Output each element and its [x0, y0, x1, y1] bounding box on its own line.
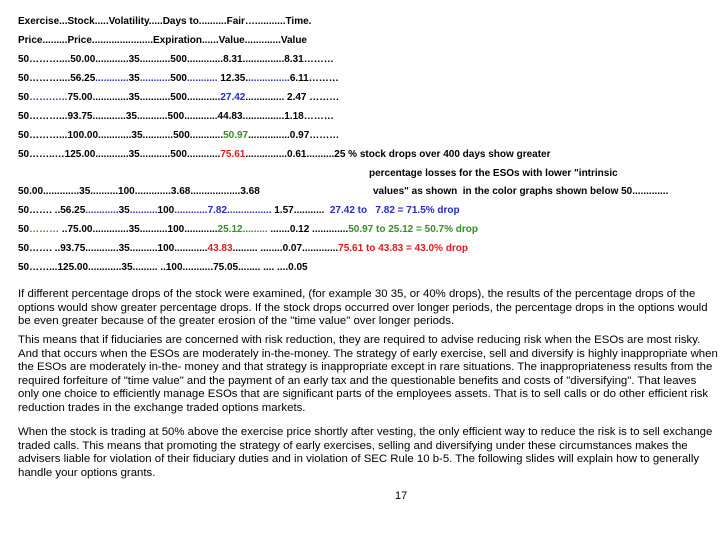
drop-row: 50……. ..56.25............35..........100............7.82................ 1.57........... 27.42 to 7.82 = 71.5% drop [18, 205, 460, 216]
note-line: percentage losses for the ESOs with lower "intrinsic [369, 168, 618, 179]
page-number: 17 [395, 490, 408, 502]
note-line: values" as shown in the color graphs shown below 50............. [373, 186, 669, 197]
paragraph: This means that if fiduciaries are concerned with risk reduction, they are required to advise reducing risk when the ESOs are most risky. And that occurs when the ESOs are moderately in-the-money. The strategy of early exercise, sell and diversify is highly inappropriate when the ESOs are moderately in-the- money and that strategy is inappropriate except in rare situations. The inappropriateness results from the required forfeiture of "time value" and the payment of an early tax and the questionable benefits and costs of "diversifying". That leaves only one choice to efficiently manage ESOs that are significant parts of the employees assets. That is to sell calls or do other efficient risk reduction trades in the exchange traded options markets. [18, 334, 718, 414]
paragraph: When the stock is trading at 50% above the exercise price shortly after vesting, the only efficient way to reduce the risk is to sell exchange traded calls. This means that promoting the strategy of early exercises, selling and diversifying under these circumstances makes the advisers liable for violation of their fiduciary duties and in violation of SEC Rule 10 b-5. The following slides will explain how to generally handle your options grants. [18, 426, 713, 479]
table-row: 50…….…..75.00.............35...........500............27.42.............. 2.47 ……… [18, 92, 340, 103]
table-header-line-1: Exercise...Stock.....Volatility.....Days to..........Fair…...........Time. [18, 16, 312, 27]
table-row: 50………....50.00............35...........500.............8.31...............8.31……… [18, 54, 334, 65]
table-row: 50………....56.25............35...........500........... 12.35................6.11……… [18, 73, 339, 84]
paragraph: If different percentage drops of the stock were examined, (for example 30 35, or 40% drops), the results of the percentage drops of the options would show greater percentage drops. If the stock drops occurred over longer periods, the percentage drops in the options would be even greater because of the greater erosion of the "time value" over longer periods. [18, 288, 708, 328]
table-row: 50……...125.00............35......... ..100...........75.05........ .... ....0.05 [18, 262, 308, 273]
table-row: 50………...100.00............35...........500............50.97...............0.97……… [18, 130, 340, 141]
drop-row: 50……. ..93.75............35..........100............43.83......... ........0.07.............75.61 to 43.83 = 43.0% drop [18, 243, 468, 254]
table-header-line-2: Price.........Price......................Expiration......Value.............Value [18, 35, 307, 46]
table-row: 50.00.............35..........100.............3.68..................3.68 [18, 186, 260, 197]
drop-row: 50……… ..75.00.............35..........100............25.12......... .......0.12 .............50.97 to 25.12 = 50.7% drop [18, 224, 478, 235]
table-row: 50………...93.75............35...........500............44.83...............1.18……… [18, 111, 334, 122]
table-row: 50……..…125.00............35...........500............75.61...............0.61..........25 % stock drops over 400 days show greater [18, 149, 551, 160]
